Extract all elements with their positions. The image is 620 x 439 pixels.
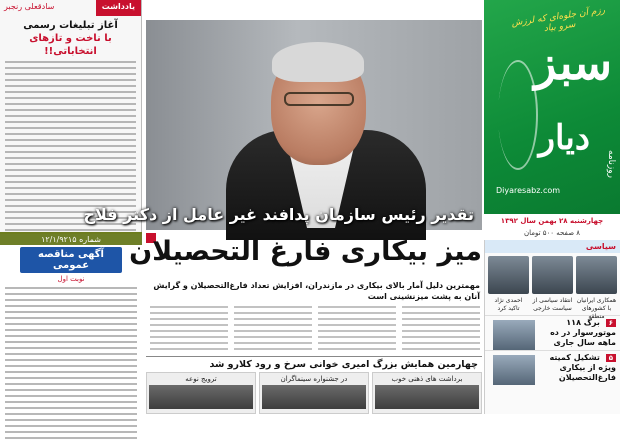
item-text: تشکیل کمیته ویژه از بیکاری فارغ‌التحصیلان <box>549 353 616 382</box>
item-thumbnail <box>493 320 535 350</box>
masthead-logo-top: سبز <box>534 36 612 90</box>
article-col <box>150 306 228 356</box>
story-box[interactable] <box>372 372 482 414</box>
top-strip <box>146 0 482 18</box>
note-title[interactable]: آغاز تبلیغات رسمی <box>23 20 118 31</box>
face-caption: همکاری ایرانیان با کشورهای منطقه <box>576 297 617 320</box>
sidebar-item[interactable] <box>485 315 620 350</box>
note-header <box>0 0 141 16</box>
photo-glasses <box>284 92 354 106</box>
photo-hair <box>272 42 364 82</box>
sidebar-captions <box>485 297 620 320</box>
face-caption: احمدی نژاد تاکید کرد <box>494 297 523 312</box>
sidebar-photos <box>485 253 620 297</box>
masthead-logo-bottom: دیار <box>538 118 590 158</box>
tender-bar: شماره ۱۲/۱/۹۲۱۵ <box>0 234 142 245</box>
bottom-stories <box>146 372 482 414</box>
issue-price: ۸ صفحه ۵۰۰ تومان <box>523 229 581 237</box>
masthead <box>484 0 620 214</box>
story-label: در جشنواره سینماگران <box>280 375 348 383</box>
issue-date: چهارشنبه ۲۸ بهمن سال ۱۳۹۲ <box>484 214 620 228</box>
item-text: برگ ۱۱۸ موتورسوار در ده ماهه سال جاری <box>550 318 616 347</box>
main-headline[interactable]: میز بیکاری فارغ التحصیلان <box>129 236 482 267</box>
article-col <box>402 306 480 356</box>
article-col <box>234 306 312 356</box>
main-subhead: مهمترین دلیل آمار بالای بیکاری در مازندران، افزایش تعداد فارغ‌التحصیلان و گرایش آنان به پشت میزنشینی است <box>153 281 480 301</box>
story-label: برداشت های ذهنی خوب <box>391 375 463 383</box>
politics-sidebar <box>484 240 620 414</box>
second-headline[interactable]: چهارمین همایش بزرگ امیری خوانی سرخ و رود کلارو شد <box>146 356 482 372</box>
tender-title[interactable]: آگهی مناقصه عمومی <box>20 247 122 273</box>
story-photo <box>149 385 253 409</box>
swirl-ornament-icon <box>498 60 538 170</box>
story-box[interactable] <box>146 372 256 414</box>
story-label: ترویج نوعه <box>185 375 217 383</box>
article-col <box>318 306 396 356</box>
story-photo <box>262 385 366 409</box>
tender-body <box>0 287 142 439</box>
tender-ad <box>0 232 142 414</box>
tender-number: نوبت اول <box>57 275 85 283</box>
face-caption: انتقاد سیاسی از سیاست خارجی <box>532 297 573 312</box>
masthead-slogan: رزم آن جلوه‌ای که لرزش سرو بیاد <box>510 5 606 35</box>
story-photo <box>375 385 479 409</box>
sidebar-header: سیاسی <box>485 240 620 253</box>
masthead-daily: روزنامه <box>606 150 616 178</box>
note-subtitle: با ناخت و تازهای انتخاباتی!! <box>29 33 112 57</box>
face-photo[interactable] <box>576 256 617 294</box>
masthead-website[interactable]: Diyaresabz.com <box>496 186 561 195</box>
photo-caption[interactable]: تقدیر رئیس سازمان پدافند غیر عامل از دکتر فلاح <box>83 205 474 224</box>
page-number: ۵ <box>606 354 616 362</box>
face-photo[interactable] <box>488 256 529 294</box>
note-author: سادقعلی رنجبر <box>4 2 55 11</box>
note-tag: یادداشت <box>96 0 141 16</box>
story-box[interactable] <box>259 372 369 414</box>
lead-photo[interactable] <box>83 20 482 230</box>
sidebar-item[interactable] <box>485 350 620 385</box>
page-number: ۶ <box>606 319 616 327</box>
face-photo[interactable] <box>532 256 573 294</box>
article-columns <box>150 306 480 356</box>
item-thumbnail <box>493 355 535 385</box>
